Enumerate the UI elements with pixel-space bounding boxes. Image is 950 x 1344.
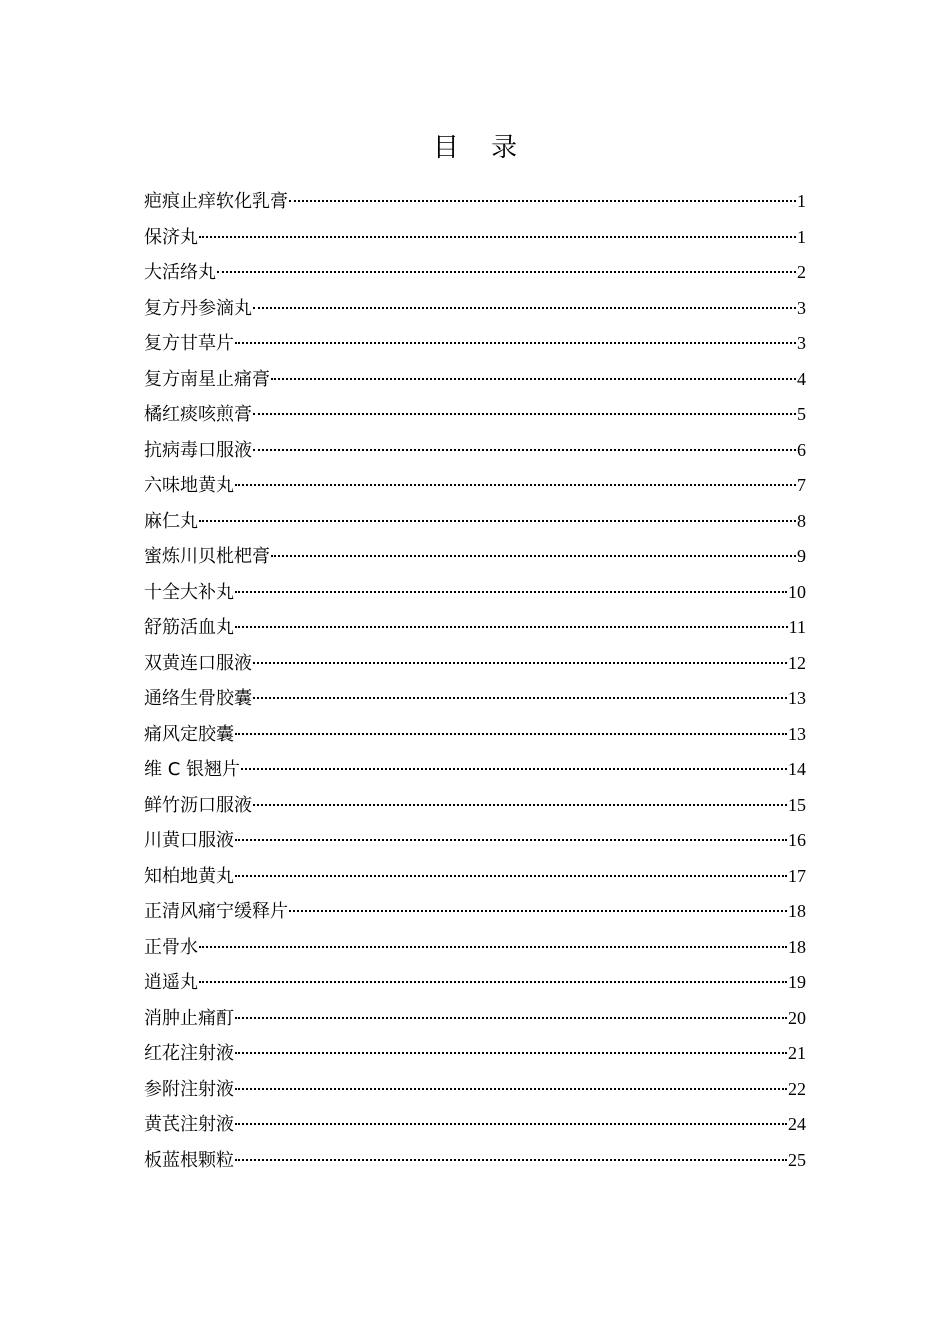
dot-leader xyxy=(253,449,796,451)
dot-leader xyxy=(235,839,787,841)
dot-leader xyxy=(289,910,787,912)
dot-leader xyxy=(235,733,787,735)
toc-entry-page-number: 14 xyxy=(788,759,806,779)
toc-entry-page-number: 7 xyxy=(797,475,806,495)
toc-entry-title: 知柏地黄丸 xyxy=(144,865,234,887)
toc-entry[interactable] xyxy=(144,184,806,220)
table-of-contents xyxy=(144,184,806,1178)
toc-entry[interactable] xyxy=(144,894,806,930)
toc-entry-page-number: 24 xyxy=(788,1114,806,1134)
toc-entry-page-number: 2 xyxy=(797,262,806,282)
toc-entry[interactable] xyxy=(144,220,806,256)
toc-entry-page-number: 11 xyxy=(788,617,806,637)
toc-entry[interactable] xyxy=(144,468,806,504)
toc-entry-title: 逍遥丸 xyxy=(144,972,198,993)
toc-entry-page-number: 4 xyxy=(797,368,806,389)
toc-entry-title: 鲜竹沥口服液 xyxy=(144,794,252,816)
dot-leader xyxy=(235,1017,787,1019)
toc-entry-page-number: 15 xyxy=(788,794,806,815)
dot-leader xyxy=(235,626,788,628)
toc-entry[interactable] xyxy=(144,326,806,362)
toc-entry[interactable] xyxy=(144,610,806,646)
toc-entry[interactable] xyxy=(144,859,806,895)
toc-entry[interactable] xyxy=(144,930,806,966)
dot-leader xyxy=(241,768,787,770)
toc-entry-page-number: 13 xyxy=(788,688,806,708)
dot-leader xyxy=(235,875,787,877)
toc-entry-page-number: 3 xyxy=(797,297,806,318)
toc-entry[interactable] xyxy=(144,646,806,682)
toc-entry-title: 保济丸 xyxy=(144,226,198,248)
toc-entry-page-number: 18 xyxy=(788,901,806,921)
dot-leader xyxy=(253,662,787,664)
dot-leader xyxy=(235,484,796,486)
toc-entry-title: 消肿止痛酊 xyxy=(144,1007,234,1029)
dot-leader xyxy=(235,591,787,593)
toc-entry-title: 参附注射液 xyxy=(144,1078,234,1100)
toc-entry-title: 抗病毒口服液 xyxy=(144,439,252,461)
toc-entry-title: 通络生骨胶囊 xyxy=(144,688,252,709)
toc-entry[interactable] xyxy=(144,1143,806,1179)
dot-leader xyxy=(217,271,796,273)
toc-entry[interactable] xyxy=(144,255,806,291)
toc-entry[interactable] xyxy=(144,1107,806,1143)
toc-entry-title: 麻仁丸 xyxy=(144,510,198,532)
toc-entry-title: 舒筋活血丸 xyxy=(144,617,234,638)
dot-leader xyxy=(253,307,796,309)
toc-entry-page-number: 5 xyxy=(797,404,806,424)
toc-entry[interactable] xyxy=(144,788,806,824)
toc-entry-title: 大活络丸 xyxy=(144,262,216,283)
toc-entry-page-number: 1 xyxy=(797,226,806,247)
toc-entry[interactable] xyxy=(144,362,806,398)
dot-leader xyxy=(235,1123,787,1125)
dot-leader xyxy=(235,1052,787,1054)
toc-entry[interactable] xyxy=(144,575,806,611)
dot-leader xyxy=(253,804,787,806)
dot-leader xyxy=(235,1088,787,1090)
dot-leader xyxy=(253,413,796,415)
toc-entry-page-number: 19 xyxy=(788,972,806,992)
dot-leader xyxy=(235,1159,787,1161)
toc-entry-page-number: 22 xyxy=(788,1078,806,1099)
toc-entry-page-number: 20 xyxy=(788,1007,806,1028)
page-title: 目 录 xyxy=(432,133,530,163)
toc-entry-title: 正清风痛宁缓释片 xyxy=(144,901,288,922)
toc-entry-title: 川黄口服液 xyxy=(144,830,234,851)
toc-entry-title: 复方甘草片 xyxy=(144,333,234,354)
toc-entry[interactable] xyxy=(144,504,806,540)
toc-entry-title: 橘红痰咳煎膏 xyxy=(144,404,252,425)
toc-entry-title: 正骨水 xyxy=(144,936,198,958)
toc-entry-title: 复方丹参滴丸 xyxy=(144,297,252,319)
toc-entry-page-number: 9 xyxy=(797,546,806,566)
toc-entry-page-number: 8 xyxy=(797,510,806,531)
toc-entry[interactable] xyxy=(144,717,806,753)
toc-entry[interactable] xyxy=(144,1072,806,1108)
dot-leader xyxy=(289,200,796,202)
toc-entry-title: 十全大补丸 xyxy=(144,581,234,603)
toc-entry[interactable] xyxy=(144,965,806,1001)
toc-entry-title: 疤痕止痒软化乳膏 xyxy=(144,191,288,212)
toc-entry[interactable] xyxy=(144,681,806,717)
toc-entry-page-number: 18 xyxy=(788,936,806,957)
toc-entry[interactable] xyxy=(144,823,806,859)
toc-entry-title: 黄芪注射液 xyxy=(144,1114,234,1135)
toc-entry[interactable] xyxy=(144,1001,806,1037)
toc-entry-title: 蜜炼川贝枇杷膏 xyxy=(144,546,270,567)
toc-entry[interactable] xyxy=(144,291,806,327)
toc-entry-page-number: 17 xyxy=(788,865,806,886)
dot-leader xyxy=(199,236,796,238)
toc-entry[interactable] xyxy=(144,433,806,469)
toc-entry-title: 双黄连口服液 xyxy=(144,652,252,674)
toc-entry-page-number: 6 xyxy=(797,439,806,460)
toc-entry[interactable] xyxy=(144,1036,806,1072)
toc-entry-title: 六味地黄丸 xyxy=(144,475,234,496)
toc-entry-page-number: 12 xyxy=(788,652,806,673)
toc-entry[interactable] xyxy=(144,397,806,433)
toc-entry-page-number: 3 xyxy=(797,333,806,353)
toc-entry[interactable] xyxy=(144,752,806,788)
toc-entry-page-number: 25 xyxy=(788,1149,806,1170)
dot-leader xyxy=(253,697,787,699)
dot-leader xyxy=(199,981,787,983)
dot-leader xyxy=(199,520,796,522)
toc-entry-page-number: 21 xyxy=(788,1043,806,1063)
dot-leader xyxy=(271,378,796,380)
toc-entry-title: 维 C 银翘片 xyxy=(144,759,241,780)
dot-leader xyxy=(271,555,796,557)
toc-entry-page-number: 13 xyxy=(788,723,806,744)
toc-entry[interactable] xyxy=(144,539,806,575)
dot-leader xyxy=(235,342,796,344)
toc-entry-page-number: 10 xyxy=(788,581,806,602)
toc-entry-title: 板蓝根颗粒 xyxy=(144,1149,234,1171)
toc-entry-title: 红花注射液 xyxy=(144,1043,234,1064)
dot-leader xyxy=(199,946,787,948)
toc-entry-title: 痛风定胶囊 xyxy=(144,723,234,745)
toc-entry-title: 复方南星止痛膏 xyxy=(144,368,270,390)
toc-entry-page-number: 1 xyxy=(797,191,806,211)
toc-entry-page-number: 16 xyxy=(788,830,806,850)
